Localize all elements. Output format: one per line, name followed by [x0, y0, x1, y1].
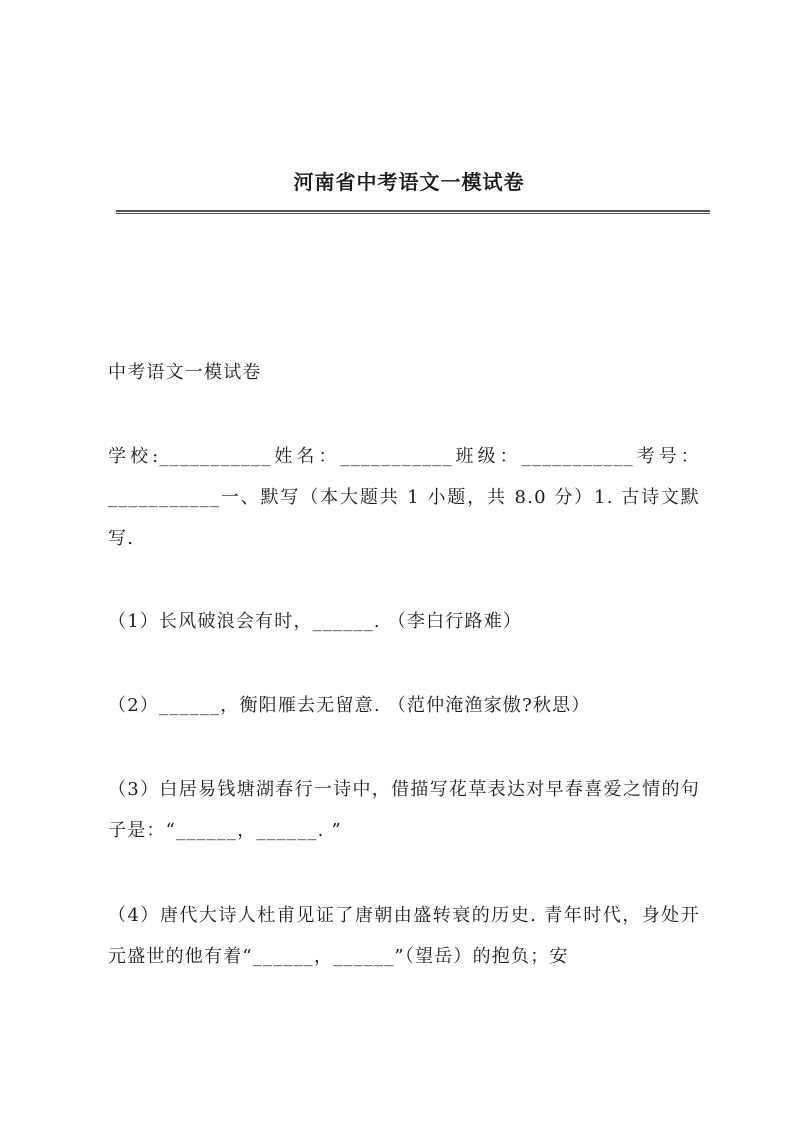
- question-item-4: （4）唐代大诗人杜甫见证了唐朝由盛转衰的历史. 青年时代，身处开元盛世的他有着“______，______”（望岳）的抱负；安: [108, 905, 700, 967]
- question-item-3: （3）白居易钱塘湖春行一诗中，借描写花草表达对早春喜爱之情的句子是：“______，______. ”: [108, 779, 700, 841]
- student-info-and-section-heading: 学校:___________姓名：___________班级：___________考号：___________一、默写（本大题共 1 小题，共 8.0 分）1. 古诗文默写.: [108, 446, 700, 549]
- exam-subtitle: 中考语文一模试卷: [108, 362, 262, 383]
- title-divider: [116, 210, 710, 214]
- page-title: 河南省中考语文一模试卷: [293, 170, 525, 194]
- question-item-2: （2）______，衡阳雁去无留意. （范仲淹渔家傲?秋思）: [108, 695, 591, 716]
- question-item-1: （1）长风破浪会有时，______. （李白行路难）: [108, 611, 523, 632]
